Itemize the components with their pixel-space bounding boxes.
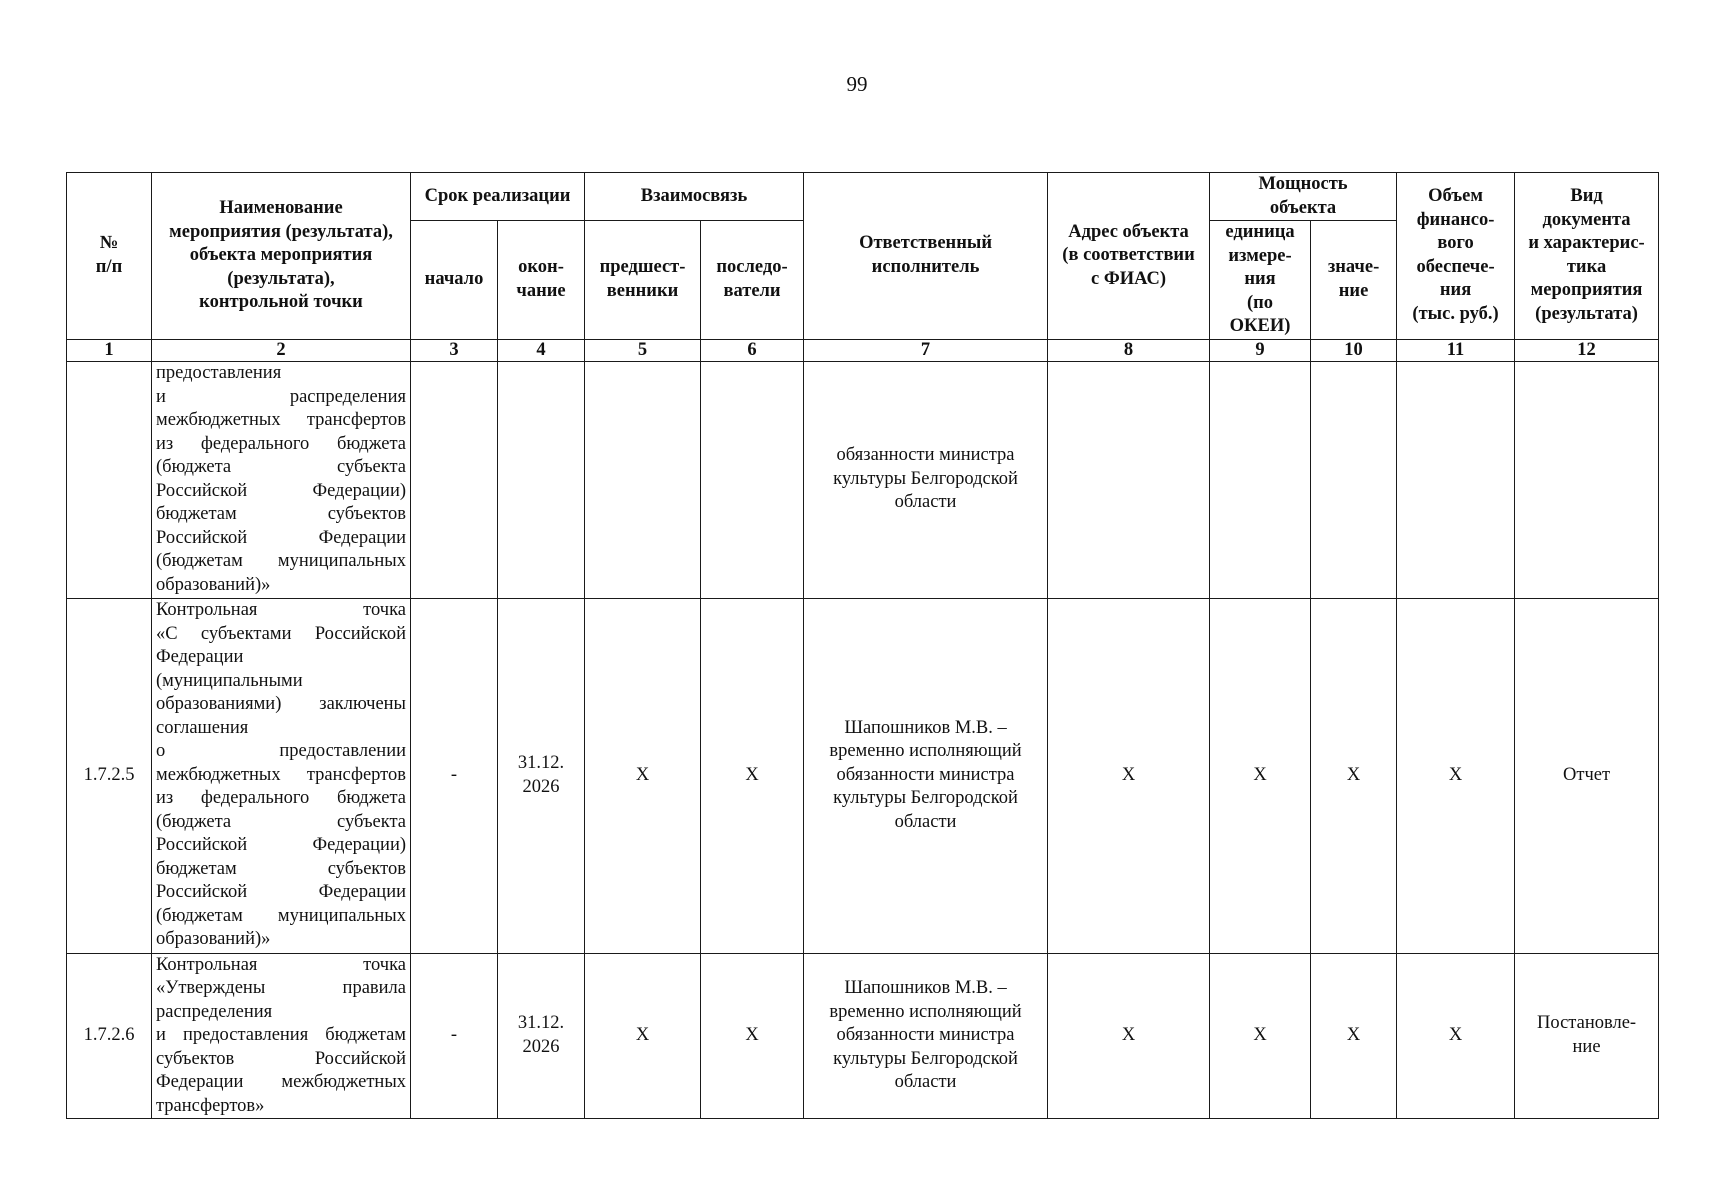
column-number: 1 <box>67 339 152 361</box>
table-row <box>67 598 1659 953</box>
name-line: «С субъектами Российской <box>156 623 406 644</box>
name-line: межбюджетных трансфертов <box>156 410 406 430</box>
name-line: Российской Федерации) <box>156 835 406 856</box>
name-line: из федерального бюджета <box>156 433 406 454</box>
col-header-name: Наименование мероприятия (результата), объекта мероприятия (результата), контрольной точки <box>152 173 411 340</box>
name-line: (бюджетам муниципальных <box>156 551 406 571</box>
name-line: распределения <box>156 1001 273 1022</box>
row-num: 1.7.2.5 <box>67 598 152 953</box>
name-line: Российской Федерации <box>156 527 406 548</box>
row-doc-type <box>1515 361 1659 598</box>
col-header-executor: Ответственный исполнитель <box>804 173 1048 340</box>
event-plan-table <box>66 172 1659 1119</box>
header-row-top <box>67 173 1659 221</box>
column-number: 8 <box>1048 339 1210 361</box>
row-predecessors: X <box>585 598 701 953</box>
col-header-links: Взаимосвязь <box>585 173 804 221</box>
name-line: трансфертов» <box>156 1095 265 1116</box>
column-number: 3 <box>411 339 498 361</box>
name-line: (бюджетам муниципальных <box>156 905 406 926</box>
row-value: X <box>1311 953 1397 1119</box>
col-header-address: Адрес объекта (в соответствии с ФИАС) <box>1048 173 1210 340</box>
col-header-term: Срок реализации <box>411 173 585 221</box>
row-successors: X <box>701 598 804 953</box>
row-value: X <box>1311 598 1397 953</box>
name-line: о предоставлении <box>156 741 406 762</box>
column-number: 12 <box>1515 339 1659 361</box>
col-header-predecessors: предшест- венники <box>585 221 701 340</box>
row-doc-type: Отчет <box>1515 598 1659 953</box>
row-end: 31.12. 2026 <box>498 598 585 953</box>
name-line: субъектов Российской <box>156 1048 406 1069</box>
column-number: 2 <box>152 339 411 361</box>
col-header-num: № п/п <box>67 173 152 340</box>
row-name <box>152 598 411 953</box>
name-line: бюджетам субъектов <box>156 858 406 879</box>
col-header-finance: Объем финансо- вого обеспече- ния (тыс. руб.) <box>1397 173 1515 340</box>
name-line: образованиями) заключены <box>156 694 406 715</box>
row-name <box>152 361 411 598</box>
row-finance: X <box>1397 953 1515 1119</box>
row-end <box>498 361 585 598</box>
row-start: - <box>411 598 498 953</box>
name-line: образований)» <box>156 574 271 595</box>
col-header-start: начало <box>411 221 498 340</box>
name-line: (бюджета субъекта <box>156 811 406 832</box>
col-header-value: значе- ние <box>1311 221 1397 340</box>
name-line: «Утверждены правила <box>156 978 406 998</box>
name-line: бюджетам субъектов <box>156 504 406 524</box>
row-successors <box>701 361 804 598</box>
name-line: из федерального бюджета <box>156 788 406 809</box>
row-address: X <box>1048 598 1210 953</box>
name-line: Российской Федерации <box>156 882 406 903</box>
name-line: образований)» <box>156 929 271 950</box>
row-end: 31.12. 2026 <box>498 953 585 1119</box>
column-number: 9 <box>1210 339 1311 361</box>
name-line: Федерации межбюджетных <box>156 1072 406 1092</box>
row-predecessors: X <box>585 953 701 1119</box>
row-unit: X <box>1210 598 1311 953</box>
row-executor: обязанности министра культуры Белгородской области <box>804 361 1048 598</box>
col-header-end: окон- чание <box>498 221 585 340</box>
name-line: и распределения <box>156 386 406 407</box>
page-number: 99 <box>846 72 868 96</box>
table-row <box>67 953 1659 1119</box>
column-number-row <box>67 339 1659 361</box>
col-header-unit: единица измере- ния (по ОКЕИ) <box>1210 221 1311 340</box>
column-number: 10 <box>1311 339 1397 361</box>
name-line: (муниципальными <box>156 670 303 691</box>
column-number: 6 <box>701 339 804 361</box>
row-address: X <box>1048 953 1210 1119</box>
name-line: соглашения <box>156 717 249 738</box>
row-name <box>152 953 411 1119</box>
row-start: - <box>411 953 498 1119</box>
name-line: Федерации <box>156 647 244 668</box>
name-line: Российской Федерации) <box>156 480 406 501</box>
table-row <box>67 361 1659 598</box>
row-executor: Шапошников М.В. – временно исполняющий обязанности министра культуры Белгородской области <box>804 953 1048 1119</box>
column-number: 11 <box>1397 339 1515 361</box>
column-number: 4 <box>498 339 585 361</box>
name-line: предоставления <box>156 363 282 383</box>
col-header-capacity: Мощность объекта <box>1210 173 1397 221</box>
row-finance <box>1397 361 1515 598</box>
col-header-doc-type: Вид документа и характерис- тика мероприятия (результата) <box>1515 173 1659 340</box>
row-start <box>411 361 498 598</box>
row-unit <box>1210 361 1311 598</box>
col-header-successors: последо- ватели <box>701 221 804 340</box>
name-line: (бюджета субъекта <box>156 457 406 477</box>
row-num: 1.7.2.6 <box>67 953 152 1119</box>
row-doc-type: Постановле- ние <box>1515 953 1659 1119</box>
name-line: Контрольная точка <box>156 600 406 621</box>
row-executor: Шапошников М.В. – временно исполняющий обязанности министра культуры Белгородской области <box>804 598 1048 953</box>
column-number: 7 <box>804 339 1048 361</box>
row-address <box>1048 361 1210 598</box>
row-value <box>1311 361 1397 598</box>
column-number: 5 <box>585 339 701 361</box>
row-unit: X <box>1210 953 1311 1119</box>
row-successors: X <box>701 953 804 1119</box>
row-finance: X <box>1397 598 1515 953</box>
name-line: и предоставления бюджетам <box>156 1025 406 1045</box>
row-predecessors <box>585 361 701 598</box>
name-line: межбюджетных трансфертов <box>156 764 406 785</box>
name-line: Контрольная точка <box>156 954 406 975</box>
row-num <box>67 361 152 598</box>
